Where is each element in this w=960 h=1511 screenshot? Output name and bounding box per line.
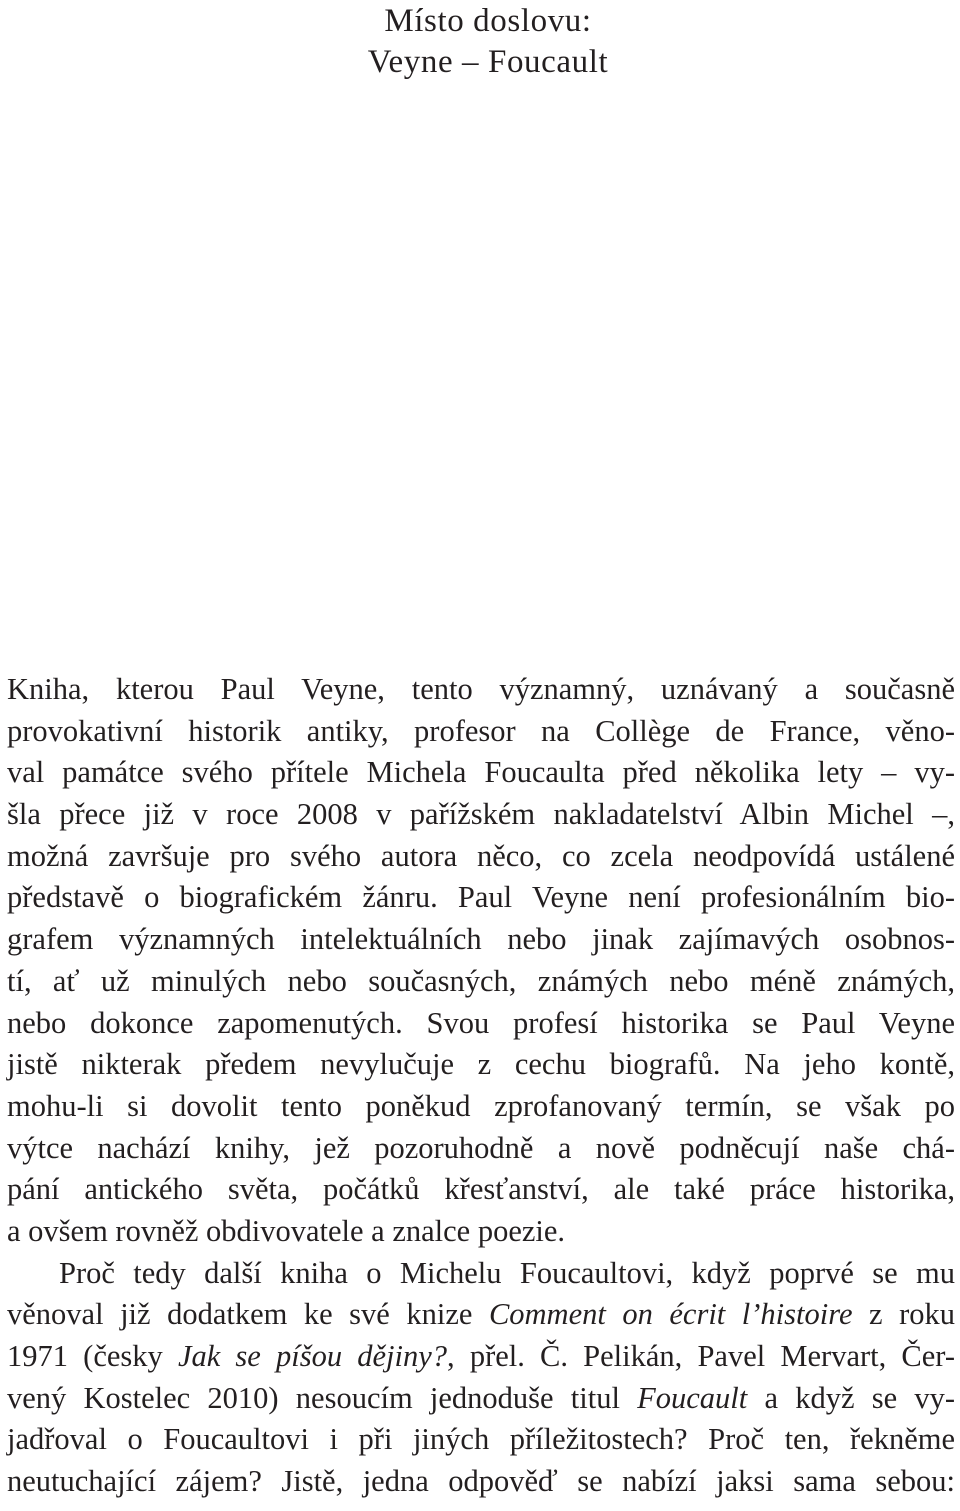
text-line: jistě nikterak předem nevylučuje z cechu biografů. Na jeho kontě,: [7, 1047, 955, 1082]
paragraph-1: [7, 669, 955, 1253]
text-line: a ovšem rovněž obdivovatele a znalce poezie.: [7, 1213, 566, 1248]
text-run: vený Kostelec 2010) nesoucím jednoduše titul: [7, 1380, 638, 1415]
book-title-czech: Jak se píšou dějiny?: [177, 1339, 448, 1373]
chapter-heading-line1: Místo doslovu:: [384, 3, 592, 39]
chapter-heading-line2: Veyne – Foucault: [367, 44, 609, 80]
book-title-foucault: Foucault: [637, 1380, 748, 1415]
text-line: [7, 1336, 955, 1378]
text-line: nebo dokonce zapomenutých. Svou profesí historika se Paul Veyne: [7, 1005, 955, 1040]
text-run: , přel. Č. Pelikán, Pavel Mervart, Čer-: [447, 1339, 955, 1373]
text-line: provokativní historik antiky, profesor na Collège de France, věno-: [7, 713, 955, 748]
text-line: výtce nachází knihy, jež pozoruhodně a nově podněcují naše chá-: [7, 1130, 955, 1165]
text-line: grafem významných intelektuálních nebo jinak zajímavých osobnos-: [7, 922, 955, 957]
text-line: možná završuje pro svého autora něco, co zcela neodpovídá ustálené: [7, 838, 955, 873]
text-line: šla přece již v roce 2008 v pařížském nakladatelství Albin Michel –,: [7, 797, 955, 832]
text-line: představě o biografickém žánru. Paul Veyne není profesionálním bio-: [7, 880, 955, 915]
text-run: z roku: [852, 1297, 955, 1332]
text-line: pání antického světa, počátků křesťanství, ale také práce historika,: [7, 1172, 955, 1207]
text-line: tí, ať už minulých nebo současných, známých nebo méně známých,: [7, 963, 955, 998]
text-line: neutuchající zájem? Jistě, jedna odpověď se nabízí jaksi sama sebou:: [7, 1464, 955, 1499]
text-run: a když se vy-: [747, 1380, 956, 1415]
text-line: jadřoval o Foucaultovi i při jiných příležitostech? Proč ten, řekněme: [7, 1422, 955, 1457]
text-run: 1971 (česky: [7, 1339, 178, 1373]
paragraph-2: [7, 1253, 955, 1503]
text-line: val památce svého přítele Michela Foucaulta před několika lety – vy-: [7, 755, 955, 790]
book-title-original: Comment on écrit l’histoire: [488, 1297, 853, 1332]
body-text: [7, 669, 955, 1503]
text-line: mohu-li si dovolit tento poněkud zprofanovaný termín, se však po: [7, 1088, 955, 1123]
text-line: [7, 1294, 955, 1336]
text-line: Kniha, kterou Paul Veyne, tento významný, uznávaný a současně: [7, 672, 955, 706]
text-line: [7, 1378, 955, 1420]
text-line: Proč tedy další kniha o Michelu Foucaultovi, když poprvé se mu: [59, 1255, 955, 1290]
text-run: věnoval již dodatkem ke své knize: [7, 1297, 489, 1332]
